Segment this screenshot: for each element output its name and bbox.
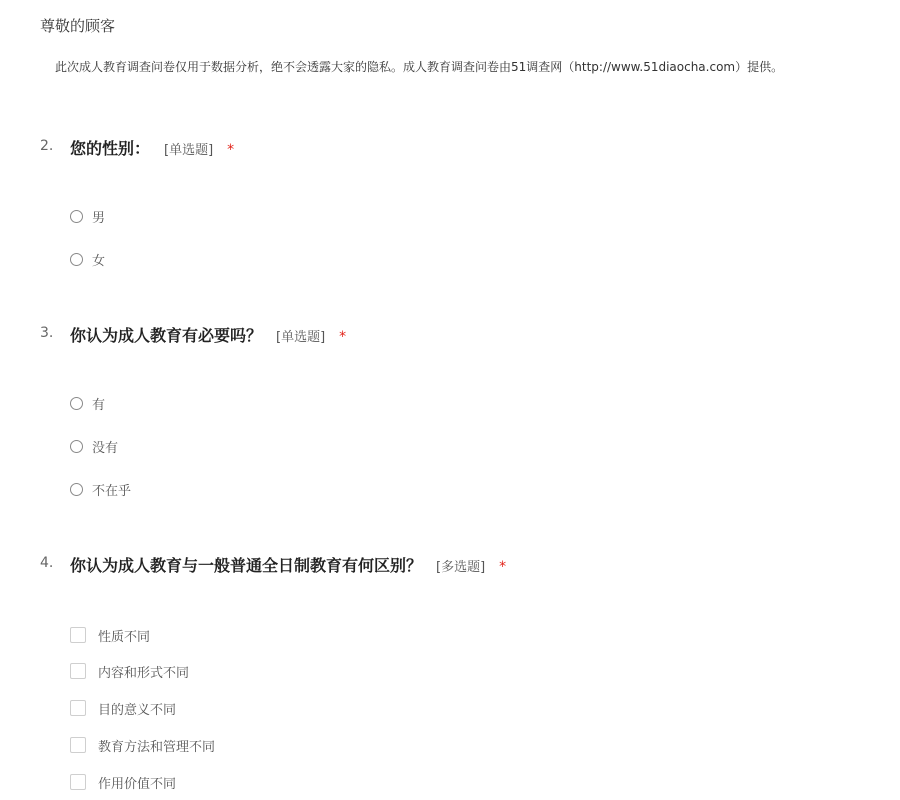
radio-button[interactable] [70, 253, 83, 266]
survey-greeting: 尊敬的顾客 [40, 17, 116, 35]
option-label: 性质不同 [98, 629, 151, 645]
option-label: 男 [92, 210, 106, 226]
survey-intro: 此次成人教育调查问卷仅用于数据分析，绝不会透露大家的隐私。成人教育调查问卷由51调查网（http://www.51diaocha.com）提供。 [55, 60, 784, 74]
radio-button[interactable] [70, 397, 83, 410]
required-asterisk: * [339, 329, 347, 345]
option-male[interactable] [70, 206, 105, 226]
option-method-management-different[interactable] [70, 735, 215, 755]
option-label: 内容和形式不同 [98, 665, 190, 681]
checkbox[interactable] [70, 737, 86, 753]
option-purpose-different[interactable] [70, 698, 176, 718]
question-title: 你认为成人教育与一般普通全日制教育有何区别？ [多选题] * [70, 556, 507, 575]
option-label: 女 [92, 253, 106, 269]
required-asterisk: * [227, 142, 235, 158]
option-content-form-different[interactable] [70, 661, 189, 681]
option-label: 目的意义不同 [98, 702, 177, 718]
checkbox[interactable] [70, 627, 86, 643]
question-type-label: [多选题] [436, 560, 486, 575]
radio-button[interactable] [70, 210, 83, 223]
checkbox[interactable] [70, 700, 86, 716]
question-number: 2. [40, 138, 54, 154]
question-type-label: [单选题] [276, 330, 326, 345]
question-number: 3. [40, 325, 54, 341]
question-type-label: [单选题] [164, 143, 214, 158]
checkbox[interactable] [70, 663, 86, 679]
option-label: 教育方法和管理不同 [98, 739, 216, 755]
question-number: 4. [40, 555, 54, 571]
option-value-different[interactable] [70, 772, 176, 792]
question-title: 您的性别： [单选题] * [70, 139, 235, 158]
option-female[interactable] [70, 249, 105, 269]
option-label: 不在乎 [92, 483, 132, 499]
option-label: 有 [92, 397, 106, 413]
required-asterisk: * [499, 559, 507, 575]
option-no[interactable] [70, 436, 118, 456]
option-yes[interactable] [70, 393, 105, 413]
option-label: 作用价值不同 [98, 776, 177, 792]
option-label: 没有 [92, 440, 119, 456]
checkbox[interactable] [70, 774, 86, 790]
radio-button[interactable] [70, 483, 83, 496]
option-dont-care[interactable] [70, 479, 131, 499]
radio-button[interactable] [70, 440, 83, 453]
question-title: 你认为成人教育有必要吗？ [单选题] * [70, 326, 347, 345]
option-nature-different[interactable] [70, 625, 150, 645]
